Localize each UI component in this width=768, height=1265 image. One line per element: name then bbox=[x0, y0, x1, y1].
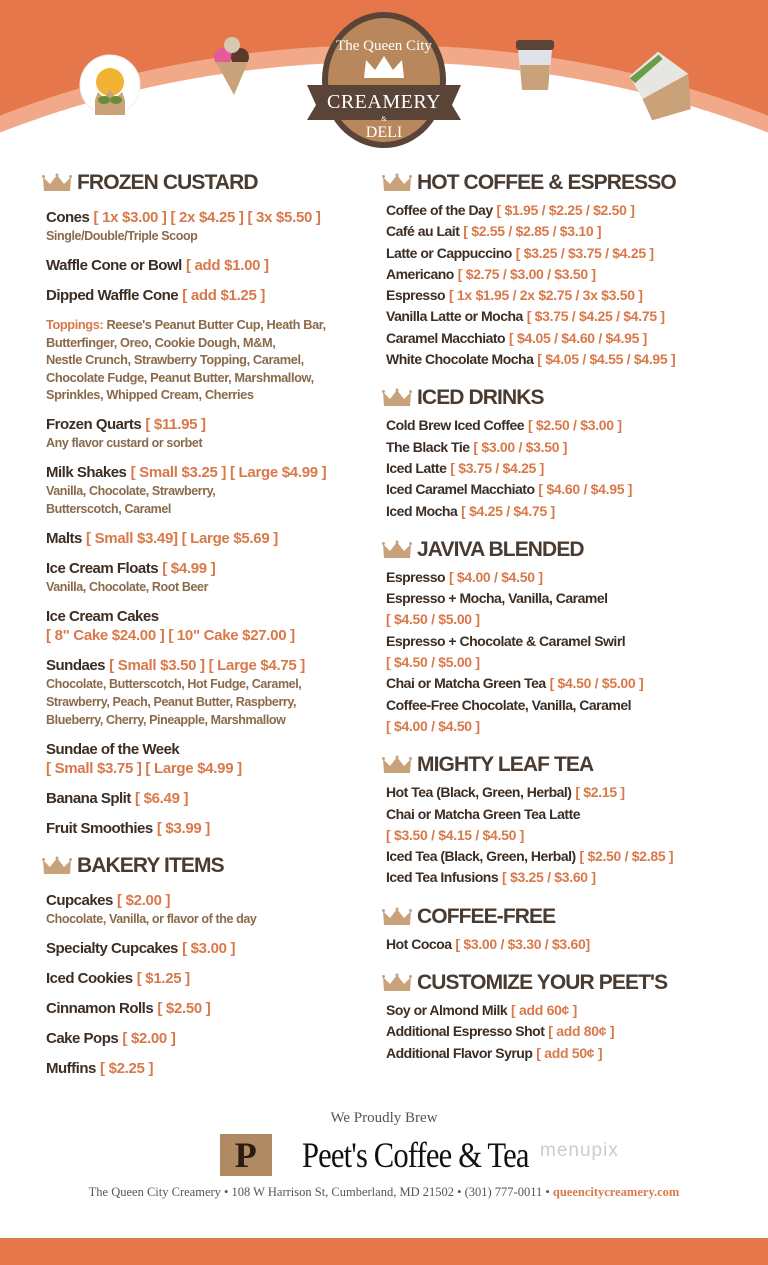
svg-text:CREAMERY: CREAMERY bbox=[326, 91, 442, 113]
peets-name: Peet's Coffee & Tea bbox=[301, 1135, 529, 1175]
crown-icon bbox=[42, 173, 72, 193]
item-line bbox=[386, 501, 756, 522]
item-name: Specialty Cupcakes bbox=[46, 939, 178, 957]
price-line bbox=[386, 716, 756, 737]
item-price: [ $2.00 ] bbox=[117, 891, 171, 909]
menu-item bbox=[386, 804, 756, 847]
item-price: [ $4.00 / $4.50 ] bbox=[386, 717, 480, 734]
item-line bbox=[46, 1029, 376, 1048]
menu-item bbox=[46, 208, 376, 245]
item-description: Vanilla, Chocolate, Root Beer bbox=[46, 579, 209, 594]
item-name: Iced Mocha bbox=[386, 502, 458, 519]
menu-item bbox=[46, 656, 376, 729]
price-line bbox=[386, 609, 756, 630]
item-line bbox=[46, 607, 376, 626]
item-price: [ 8" Cake $24.00 ] [ 10" Cake $27.00 ] bbox=[46, 626, 295, 644]
item-price: [ $3.25 / $3.60 ] bbox=[502, 869, 596, 886]
menu-item bbox=[386, 588, 756, 631]
menu-item bbox=[46, 891, 376, 928]
item-line bbox=[386, 588, 756, 609]
item-price: [ $4.50 / $5.00 ] bbox=[386, 654, 480, 671]
toppings-line: Nestle Crunch, Strawberry Topping, Caramel, bbox=[46, 352, 304, 367]
item-price: [ $1.25 ] bbox=[136, 969, 190, 987]
section-heading bbox=[382, 966, 756, 1000]
item-description: Blueberry, Cherry, Pineapple, Marshmallow bbox=[46, 712, 286, 727]
menu-item bbox=[46, 969, 376, 988]
item-line bbox=[46, 208, 376, 227]
footer bbox=[0, 1110, 768, 1200]
item-line bbox=[46, 1059, 376, 1078]
menu-item bbox=[386, 437, 756, 458]
item-line bbox=[46, 969, 376, 988]
item-line bbox=[386, 673, 756, 694]
item-line bbox=[46, 529, 376, 548]
item-line bbox=[46, 891, 376, 910]
item-name: Banana Split bbox=[46, 789, 131, 807]
item-price: [ $4.05 / $4.55 / $4.95 ] bbox=[537, 351, 676, 368]
svg-text:&: & bbox=[381, 115, 387, 123]
item-price: [ $4.50 / $5.00 ] bbox=[549, 675, 644, 692]
we-proudly-brew: We Proudly Brew bbox=[330, 1110, 438, 1126]
item-description: Butterscotch, Caramel bbox=[46, 501, 171, 516]
section-heading bbox=[382, 166, 756, 200]
item-line bbox=[46, 463, 376, 482]
item-name: Cones bbox=[46, 209, 90, 226]
menu-item bbox=[386, 631, 756, 674]
section-heading bbox=[42, 849, 376, 883]
menu-item bbox=[386, 501, 756, 522]
item-name: Chai or Matcha Green Tea bbox=[386, 675, 546, 692]
item-price: [ $3.00 / $3.50 ] bbox=[473, 438, 568, 455]
item-line bbox=[386, 782, 756, 803]
section-title: HOT COFFEE & ESPRESSO bbox=[417, 171, 676, 194]
item-line bbox=[386, 437, 756, 458]
item-name: Espresso bbox=[386, 568, 446, 585]
item-name: Sundaes bbox=[46, 656, 106, 674]
section-title: COFFEE-FREE bbox=[417, 904, 556, 928]
item-name: Fruit Smoothies bbox=[46, 819, 153, 837]
item-description: Vanilla, Chocolate, Strawberry, bbox=[46, 483, 216, 498]
menu-item bbox=[386, 264, 756, 285]
item-name: Soy or Almond Milk bbox=[386, 1002, 508, 1019]
menu-item bbox=[46, 1029, 376, 1048]
item-price: [ $2.00 ] bbox=[122, 1029, 176, 1047]
section-heading bbox=[42, 166, 376, 200]
menu-item bbox=[386, 221, 756, 242]
section-heading bbox=[382, 900, 756, 934]
section-title: CUSTOMIZE YOUR PEET'S bbox=[417, 971, 668, 995]
menu-item bbox=[386, 415, 756, 436]
item-name: Americano bbox=[386, 265, 454, 282]
item-name: Café au Lait bbox=[386, 223, 460, 240]
toppings-line: Chocolate Fudge, Peanut Butter, Marshmallow, bbox=[46, 369, 314, 385]
item-line bbox=[386, 458, 756, 479]
item-name: Vanilla Latte or Mocha bbox=[386, 308, 523, 325]
menu-item bbox=[46, 789, 376, 808]
item-description: Strawberry, Peach, Peanut Butter, Raspberry, bbox=[46, 694, 297, 709]
item-line bbox=[386, 264, 756, 285]
toppings-line: Reese's Peanut Butter Cup, Heath Bar, bbox=[106, 317, 326, 332]
item-price: [ Small $3.25 ] [ Large $4.99 ] bbox=[130, 463, 327, 481]
item-name: Frozen Quarts bbox=[46, 415, 142, 433]
item-name: Iced Latte bbox=[386, 459, 447, 476]
menu-item bbox=[386, 1000, 756, 1021]
item-price: [ $2.50 ] bbox=[157, 999, 211, 1017]
peets-logo bbox=[0, 1131, 768, 1179]
item-name: Hot Tea (Black, Green, Herbal) bbox=[386, 784, 572, 801]
svg-text:The Queen City: The Queen City bbox=[336, 38, 432, 54]
menu-item bbox=[46, 415, 376, 452]
toppings-line: Butterfinger, Oreo, Cookie Dough, M&M, bbox=[46, 334, 276, 350]
crown-icon bbox=[42, 856, 72, 876]
price-line bbox=[46, 759, 376, 778]
item-name: Milk Shakes bbox=[46, 463, 127, 481]
item-price: [ $2.15 ] bbox=[575, 784, 625, 801]
item-name: Espresso + Mocha, Vanilla, Caramel bbox=[386, 590, 608, 607]
price-line bbox=[386, 825, 756, 846]
item-price: [ $2.75 / $3.00 / $3.50 ] bbox=[457, 265, 596, 282]
item-line bbox=[46, 939, 376, 958]
item-price: [ $3.75 / $4.25 ] bbox=[450, 459, 544, 476]
item-name: White Chocolate Mocha bbox=[386, 351, 534, 368]
item-price: [ $2.55 / $2.85 / $3.10 ] bbox=[463, 223, 602, 240]
item-name: Waffle Cone or Bowl bbox=[46, 257, 182, 274]
item-description: Single/Double/Triple Scoop bbox=[46, 229, 198, 243]
item-price: [ $3.50 / $4.15 / $4.50 ] bbox=[386, 826, 525, 843]
menu-item bbox=[46, 529, 376, 548]
svg-text:DELI: DELI bbox=[365, 124, 403, 141]
menu-item bbox=[46, 286, 376, 305]
item-description: Any flavor custard or sorbet bbox=[46, 435, 203, 450]
item-price: [ $3.75 / $4.25 / $4.75 ] bbox=[526, 308, 665, 325]
item-line bbox=[386, 200, 756, 221]
item-line bbox=[386, 243, 756, 264]
menu-item bbox=[386, 1043, 756, 1064]
menu-item bbox=[386, 567, 756, 588]
menu-item bbox=[46, 1059, 376, 1078]
item-line bbox=[46, 819, 376, 838]
item-price: [ $4.60 / $4.95 ] bbox=[538, 481, 633, 498]
left-column bbox=[46, 166, 376, 1089]
item-line bbox=[386, 695, 756, 716]
item-price: [ $6.49 ] bbox=[135, 789, 189, 807]
menu-item bbox=[386, 695, 756, 738]
crown-icon bbox=[382, 540, 412, 560]
item-name: Cake Pops bbox=[46, 1029, 119, 1047]
header-banner bbox=[0, 0, 768, 160]
menu-item bbox=[386, 673, 756, 694]
item-name: Dipped Waffle Cone bbox=[46, 287, 179, 304]
menu-item bbox=[386, 200, 756, 221]
item-line bbox=[386, 415, 756, 436]
item-name: Caramel Macchiato bbox=[386, 329, 506, 346]
item-price: [ $3.99 ] bbox=[156, 819, 211, 837]
menu-item bbox=[386, 306, 756, 327]
item-name: Ice Cream Cakes bbox=[46, 607, 159, 625]
item-description: Chocolate, Butterscotch, Hot Fudge, Caramel, bbox=[46, 676, 302, 691]
item-price: [ $2.50 / $2.85 ] bbox=[579, 848, 674, 865]
item-name: Chai or Matcha Green Tea Latte bbox=[386, 805, 581, 822]
item-line bbox=[386, 1021, 756, 1042]
menu-item bbox=[46, 559, 376, 596]
bottom-band bbox=[0, 1238, 768, 1265]
item-name: Cinnamon Rolls bbox=[46, 999, 154, 1017]
item-line bbox=[386, 804, 756, 825]
item-name: Espresso bbox=[386, 287, 446, 304]
item-name: Additional Flavor Syrup bbox=[386, 1044, 533, 1061]
item-line bbox=[386, 846, 756, 867]
menu-item bbox=[46, 819, 376, 838]
item-price: [ $3.25 / $3.75 / $4.25 ] bbox=[515, 244, 654, 261]
menu-item bbox=[46, 939, 376, 958]
item-price: [ Small $3.50 ] [ Large $4.75 ] bbox=[109, 656, 305, 674]
item-name: Iced Cookies bbox=[46, 969, 133, 987]
menu-item bbox=[386, 328, 756, 349]
section-title: BAKERY ITEMS bbox=[77, 853, 224, 877]
item-name: Cupcakes bbox=[46, 891, 113, 909]
crown-icon bbox=[382, 973, 412, 993]
item-name: Espresso + Chocolate & Caramel Swirl bbox=[386, 632, 626, 649]
section-heading bbox=[382, 381, 756, 415]
item-line bbox=[386, 479, 756, 500]
item-name: Iced Tea (Black, Green, Herbal) bbox=[386, 848, 576, 865]
item-name: Ice Cream Floats bbox=[46, 559, 159, 577]
menu-item bbox=[386, 349, 756, 370]
item-name: Malts bbox=[46, 529, 82, 547]
sun-crown-icon bbox=[80, 55, 140, 115]
menu-item bbox=[46, 999, 376, 1018]
item-line bbox=[386, 631, 756, 652]
item-price: [ $2.25 ] bbox=[100, 1059, 154, 1077]
item-line bbox=[386, 867, 756, 888]
menu-item bbox=[386, 846, 756, 867]
item-price: [ $11.95 ] bbox=[145, 415, 206, 433]
item-name: Iced Caramel Macchiato bbox=[386, 481, 535, 498]
menu-item bbox=[386, 479, 756, 500]
item-name: Muffins bbox=[46, 1059, 96, 1077]
item-name: Cold Brew Iced Coffee bbox=[386, 417, 525, 434]
item-name: Hot Cocoa bbox=[386, 935, 452, 952]
item-price: [ add 80¢ ] bbox=[548, 1023, 615, 1040]
item-line bbox=[386, 934, 756, 955]
item-price: [ add $1.00 ] bbox=[185, 257, 269, 274]
item-price: [ 1x $3.00 ] [ 2x $4.25 ] [ 3x $5.50 ] bbox=[93, 209, 321, 226]
item-price: [ $4.05 / $4.60 / $4.95 ] bbox=[509, 329, 648, 346]
item-description: Chocolate, Vanilla, or flavor of the day bbox=[46, 911, 257, 926]
crown-icon bbox=[382, 173, 412, 193]
menu-item bbox=[386, 934, 756, 955]
item-name: Latte or Cappuccino bbox=[386, 244, 512, 261]
item-price: [ $4.99 ] bbox=[162, 559, 216, 577]
item-price: [ $3.00 / $3.30 / $3.60] bbox=[455, 935, 590, 952]
menu-item bbox=[46, 256, 376, 275]
item-line bbox=[46, 415, 376, 434]
item-price: [ $4.00 / $4.50 ] bbox=[448, 568, 543, 585]
section-heading bbox=[382, 533, 756, 567]
item-price: [ Small $3.75 ] [ Large $4.99 ] bbox=[46, 759, 242, 777]
item-line bbox=[46, 789, 376, 808]
website-link[interactable]: queencitycreamery.com bbox=[552, 1185, 680, 1199]
toppings-list bbox=[46, 316, 376, 404]
menu-item bbox=[386, 243, 756, 264]
menu-item bbox=[46, 607, 376, 645]
item-name: The Black Tie bbox=[386, 438, 470, 455]
crown-icon bbox=[382, 907, 412, 927]
section-title: ICED DRINKS bbox=[417, 386, 544, 410]
item-line bbox=[46, 256, 376, 275]
item-line bbox=[386, 328, 756, 349]
item-line bbox=[386, 349, 756, 370]
item-price: [ $3.00 ] bbox=[182, 939, 236, 957]
crown-icon bbox=[382, 755, 412, 775]
item-line bbox=[386, 221, 756, 242]
menu-item bbox=[386, 782, 756, 803]
menu-item bbox=[386, 867, 756, 888]
peets-mark-icon: P bbox=[220, 1134, 272, 1176]
item-line bbox=[386, 1000, 756, 1021]
section-title: JAVIVA BLENDED bbox=[417, 537, 584, 561]
item-line bbox=[386, 306, 756, 327]
item-name: Iced Tea Infusions bbox=[386, 869, 499, 886]
menu-item bbox=[46, 316, 376, 404]
coffee-cup-icon bbox=[516, 40, 554, 90]
item-line bbox=[46, 559, 376, 578]
item-line bbox=[386, 285, 756, 306]
section-title: FROZEN CUSTARD bbox=[77, 171, 258, 194]
crown-icon bbox=[382, 388, 412, 408]
item-price: [ $4.50 / $5.00 ] bbox=[386, 611, 480, 628]
item-line bbox=[46, 656, 376, 675]
item-name: Additional Espresso Shot bbox=[386, 1023, 545, 1040]
item-price: [ add 50¢ ] bbox=[536, 1044, 603, 1061]
address bbox=[0, 1185, 768, 1200]
price-line bbox=[46, 626, 376, 645]
item-line bbox=[46, 999, 376, 1018]
item-price: [ $2.50 / $3.00 ] bbox=[527, 417, 622, 434]
item-price: [ $4.25 / $4.75 ] bbox=[461, 502, 555, 519]
item-price: [ 1x $1.95 / 2x $2.75 / 3x $3.50 ] bbox=[448, 287, 643, 304]
toppings-label: Toppings: bbox=[46, 317, 104, 332]
item-line bbox=[386, 567, 756, 588]
item-line bbox=[386, 1043, 756, 1064]
toppings-line: Sprinkles, Whipped Cream, Cherries bbox=[46, 387, 254, 402]
menu-item bbox=[386, 285, 756, 306]
item-price: [ $1.95 / $2.25 / $2.50 ] bbox=[496, 202, 635, 218]
menu-item bbox=[386, 458, 756, 479]
section-title: MIGHTY LEAF TEA bbox=[417, 753, 594, 777]
item-name: Coffee of the Day bbox=[386, 202, 493, 218]
item-line bbox=[46, 740, 376, 759]
watermark: menupix bbox=[540, 1140, 619, 1161]
item-name: Sundae of the Week bbox=[46, 740, 180, 758]
right-column bbox=[386, 166, 756, 1064]
item-price: [ Small $3.49] [ Large $5.69 ] bbox=[86, 529, 278, 547]
menu-item bbox=[46, 740, 376, 778]
section-heading bbox=[382, 748, 756, 782]
item-name: Coffee-Free Chocolate, Vanilla, Caramel bbox=[386, 696, 632, 713]
item-price: [ add 60¢ ] bbox=[511, 1002, 577, 1019]
price-line bbox=[386, 652, 756, 673]
menu-item bbox=[386, 1021, 756, 1042]
item-line bbox=[46, 286, 376, 305]
menu-item bbox=[46, 463, 376, 518]
item-price: [ add $1.25 ] bbox=[182, 287, 266, 304]
address-text: The Queen City Creamery • 108 W Harrison St, Cumberland, MD 21502 • (301) 777-0011 • bbox=[88, 1185, 553, 1199]
